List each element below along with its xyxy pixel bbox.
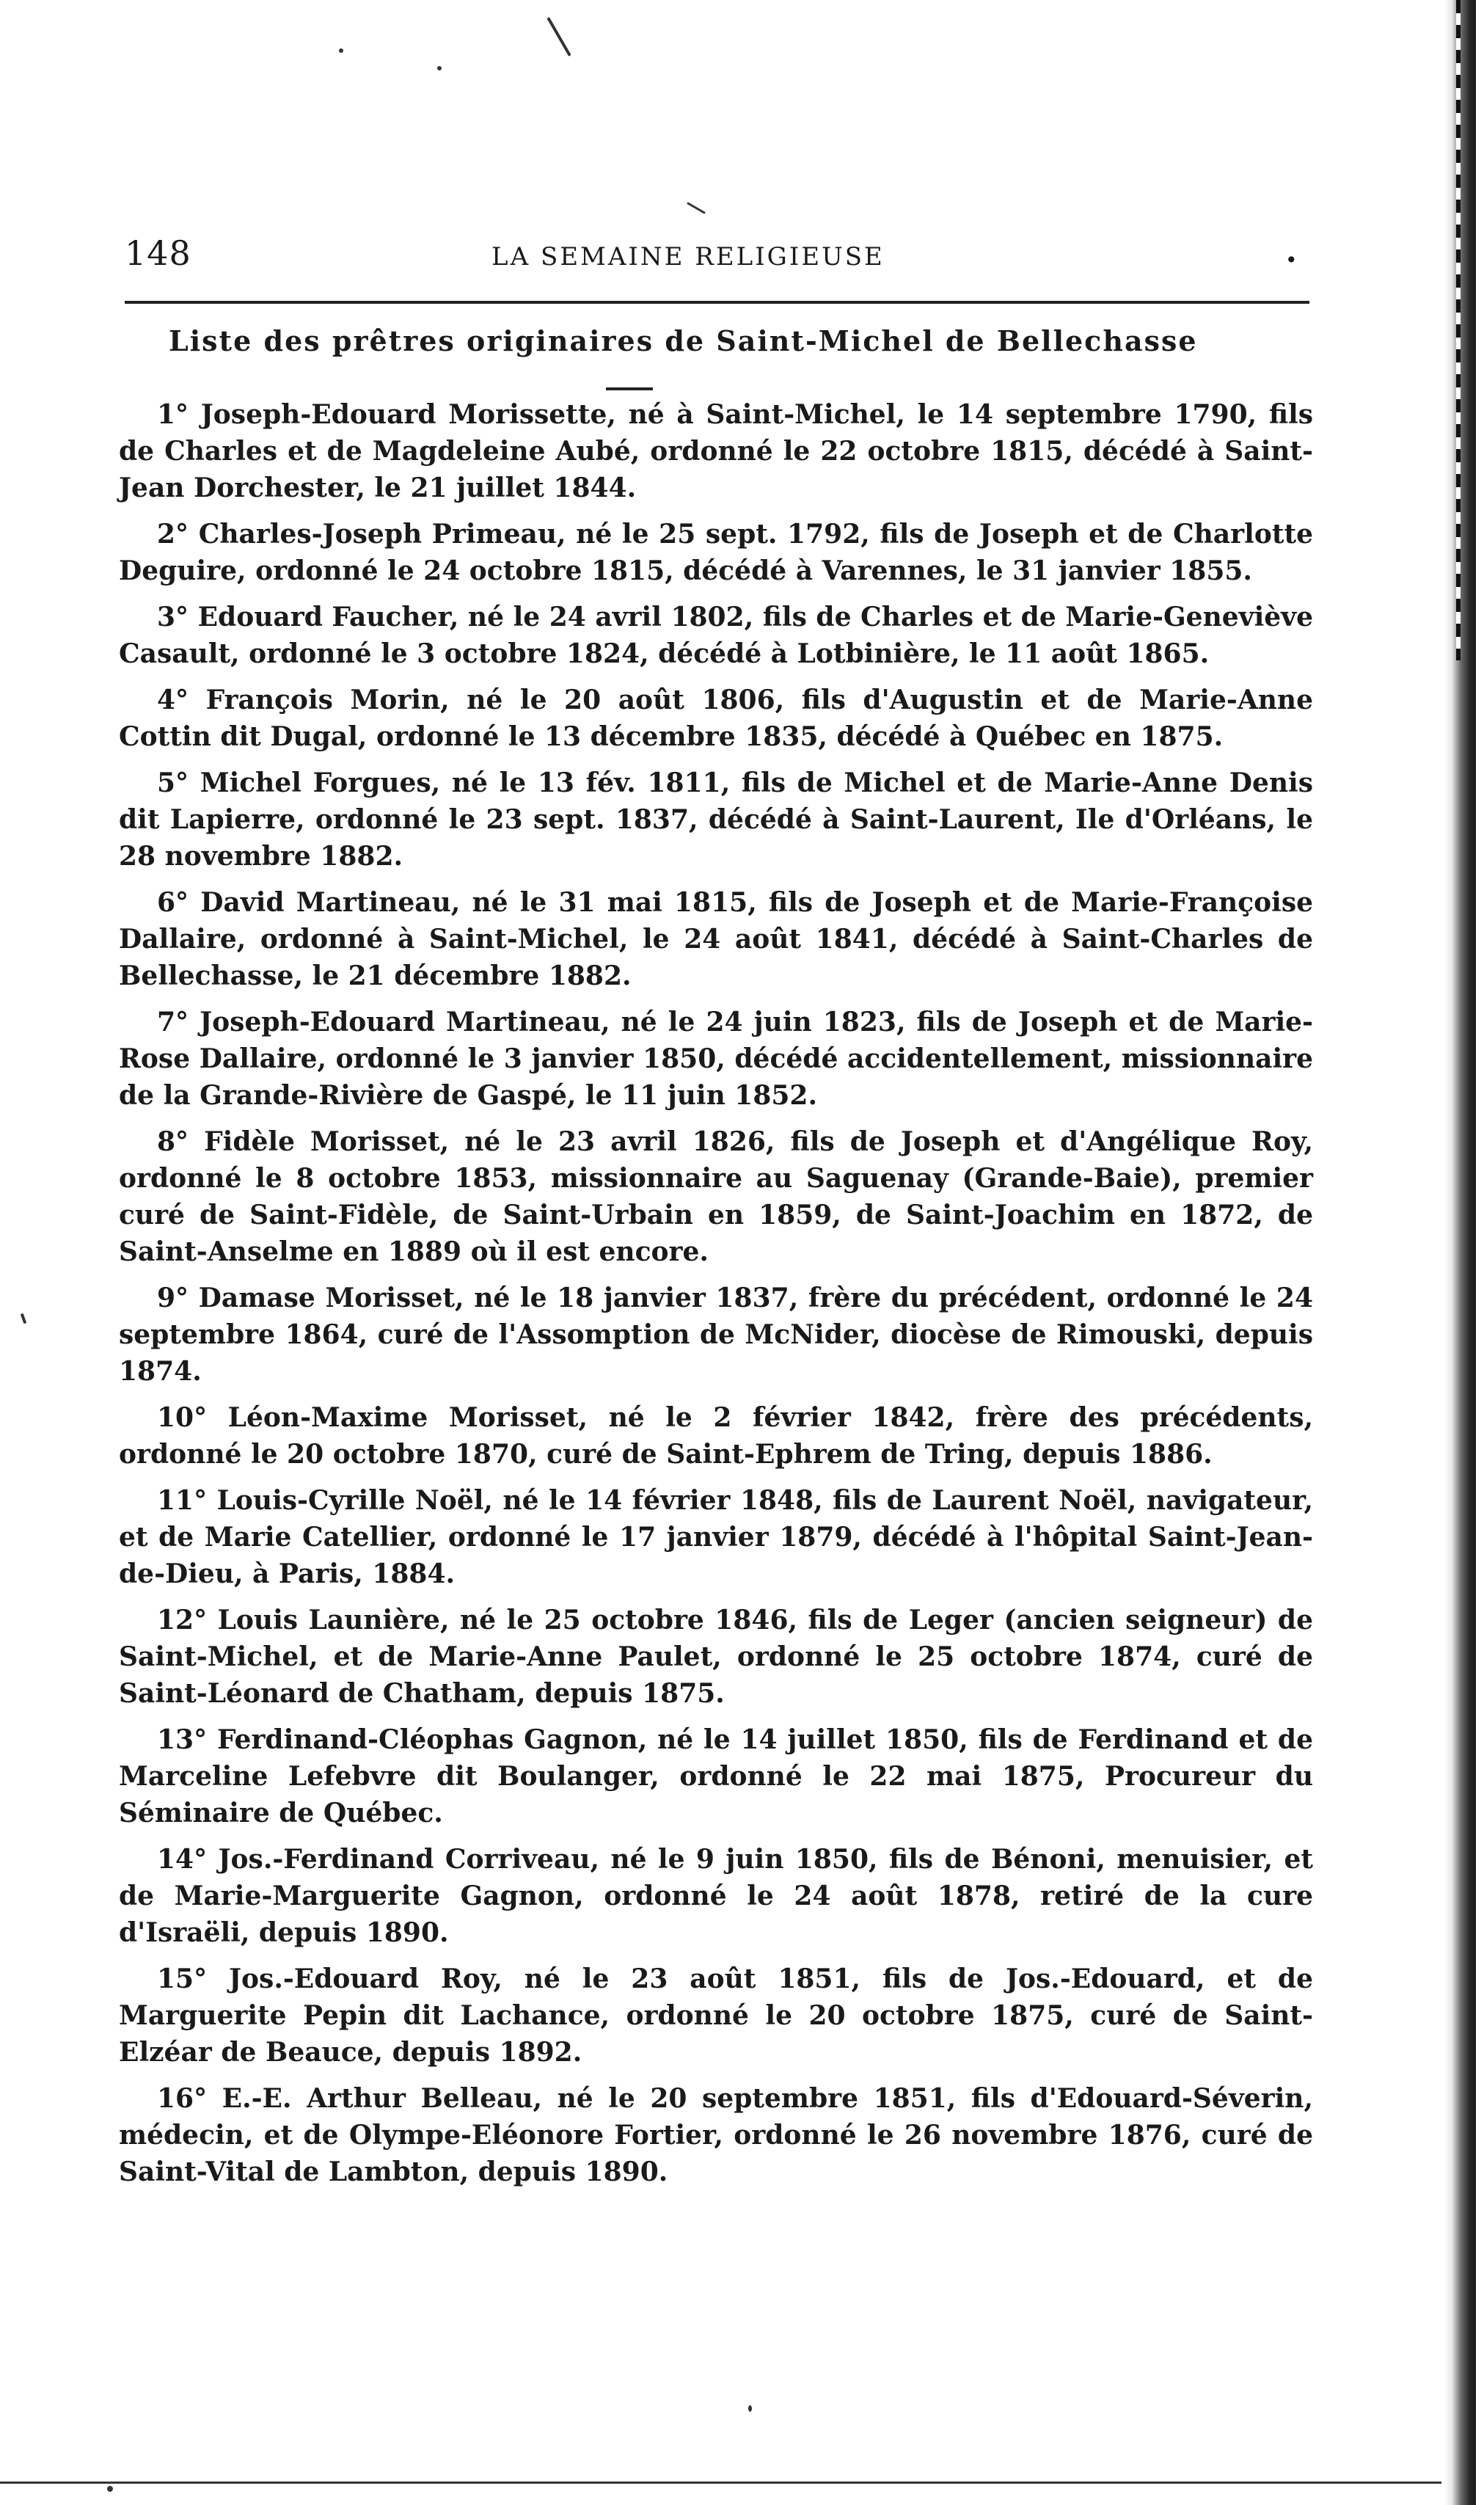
- scan-speck: [547, 17, 571, 56]
- header-rule: [125, 301, 1309, 304]
- section-title: Liste des prêtres originaires de Saint-Michel de Bellechasse: [169, 324, 1198, 357]
- title-dash: [606, 387, 653, 390]
- running-title: LA SEMAINE RELIGIEUSE: [491, 242, 885, 271]
- page-number: 148: [125, 233, 191, 273]
- scan-speck: [687, 202, 706, 214]
- scan-speck: [21, 1313, 27, 1324]
- list-item: 1° Joseph-Edouard Morissette, né à Saint-Michel, le 14 septembre 1790, fils de Charles et de Magdeleine Aubé, ordonné le 22 octobre 1815, décédé à Saint-Jean Dorchester, le 21 juillet 1844.: [119, 399, 1313, 503]
- list-item: 14° Jos.-Ferdinand Corriveau, né le 9 juin 1850, fils de Bénoni, menuisier, et de Marie-Marguerite Gagnon, ordonné le 24 août 1878, retiré de la cure d'Israëli, depuis 1890.: [119, 1844, 1313, 1948]
- page-header: [125, 233, 1313, 292]
- header-dot: •: [1285, 248, 1298, 272]
- list-item: 6° David Martineau, né le 31 mai 1815, fils de Joseph et de Marie-Françoise Dallaire, ordonné à Saint-Michel, le 24 août 1841, décédé à Saint-Charles de Bellechasse, le 21 décembre 1882.: [119, 887, 1313, 991]
- list-item: 7° Joseph-Edouard Martineau, né le 24 juin 1823, fils de Joseph et de Marie-Rose Dallaire, ordonné le 3 janvier 1850, décédé accidentellement, missionnaire de la Grande-Rivière de Gaspé, le 11 juin 1852.: [119, 1007, 1313, 1111]
- scan-speck: [437, 66, 442, 70]
- scan-speck: [107, 2486, 113, 2492]
- list-item: 4° François Morin, né le 20 août 1806, fils d'Augustin et de Marie-Anne Cottin dit Dugal, ordonné le 13 décembre 1835, décédé à Québec en 1875.: [119, 685, 1313, 752]
- list-item: 11° Louis-Cyrille Noël, né le 14 février 1848, fils de Laurent Noël, navigateur, et de Marie Catellier, ordonné le 17 janvier 1879, décédé à l'hôpital Saint-Jean-de-Dieu, à Paris, 1884.: [119, 1485, 1313, 1589]
- list-item: 16° E.-E. Arthur Belleau, né le 20 septembre 1851, fils d'Edouard-Séverin, médecin, et de Olympe-Eléonore Fortier, ordonné le 26 novembre 1876, curé de Saint-Vital de Lambton, depuis 1890.: [119, 2083, 1313, 2187]
- scan-speck: [339, 48, 343, 53]
- list-item: 12° Louis Launière, né le 25 octobre 1846, fils de Leger (ancien seigneur) de Saint-Michel, et de Marie-Anne Paulet, ordonné le 25 octobre 1874, curé de Saint-Léonard de Chatham, depuis 1875.: [119, 1605, 1313, 1709]
- list-item: 5° Michel Forgues, né le 13 fév. 1811, fils de Michel et de Marie-Anne Denis dit Lapierre, ordonné le 23 sept. 1837, décédé à Saint-Laurent, Ile d'Orléans, le 28 novembre 1882.: [119, 767, 1313, 872]
- list-item: 10° Léon-Maxime Morisset, né le 2 février 1842, frère des précédents, ordonné le 20 octobre 1870, curé de Saint-Ephrem de Tring, depuis 1886.: [119, 1402, 1313, 1470]
- priest-list: [119, 396, 1313, 2200]
- list-item: 3° Edouard Faucher, né le 24 avril 1802, fils de Charles et de Marie-Geneviève Casault, ordonné le 3 octobre 1824, décédé à Lotbinière, le 11 août 1865.: [119, 602, 1313, 669]
- bottom-rule: [0, 2482, 1441, 2484]
- scan-edge-dashes: [1456, 0, 1461, 660]
- list-item: 2° Charles-Joseph Primeau, né le 25 sept. 1792, fils de Joseph et de Charlotte Deguire, ordonné le 24 octobre 1815, décédé à Varennes, le 31 janvier 1855.: [119, 519, 1313, 586]
- scan-speck: [748, 2405, 752, 2412]
- list-item: 8° Fidèle Morisset, né le 23 avril 1826, fils de Joseph et d'Angélique Roy, ordonné le 8 octobre 1853, missionnaire au Saguenay (Grande-Baie), premier curé de Saint-Fidèle, de Saint-Urbain en 1859, de Saint-Joachim en 1872, de Saint-Anselme en 1889 où il est encore.: [119, 1126, 1313, 1267]
- list-item: 9° Damase Morisset, né le 18 janvier 1837, frère du précédent, ordonné le 24 septembre 1864, curé de l'Assomption de McNider, diocèse de Rimouski, depuis 1874.: [119, 1283, 1313, 1387]
- list-item: 13° Ferdinand-Cléophas Gagnon, né le 14 juillet 1850, fils de Ferdinand et de Marceline Lefebvre dit Boulanger, ordonné le 22 mai 1875, Procureur du Séminaire de Québec.: [119, 1724, 1313, 1828]
- list-item: 15° Jos.-Edouard Roy, né le 23 août 1851, fils de Jos.-Edouard, et de Marguerite Pepin dit Lachance, ordonné le 20 octobre 1875, curé de Saint-Elzéar de Beauce, depuis 1892.: [119, 1963, 1313, 2068]
